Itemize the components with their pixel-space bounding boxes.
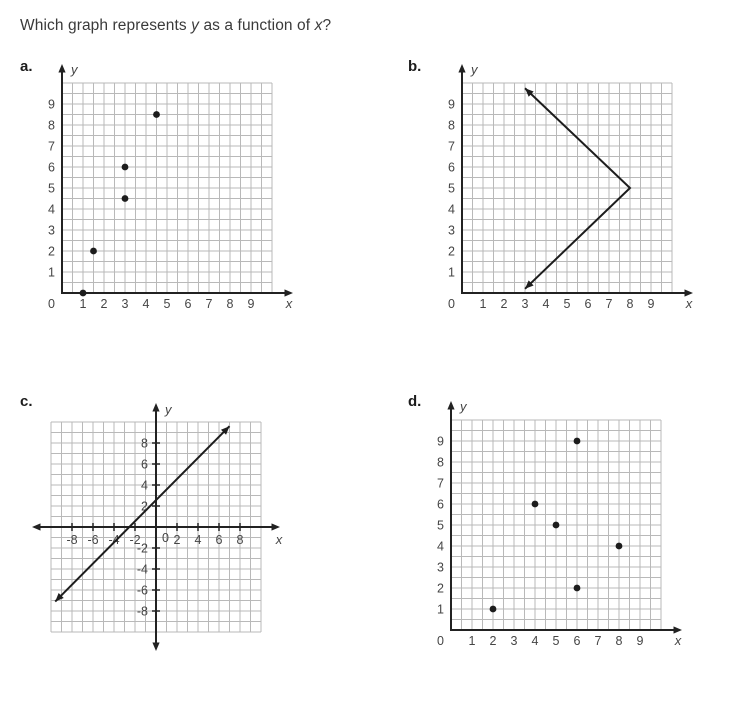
arrowhead-icon — [152, 643, 159, 652]
data-point — [122, 164, 129, 171]
data-point — [574, 438, 581, 445]
axis-tick-label: 4 — [448, 202, 455, 217]
axis-tick-label: 5 — [163, 297, 171, 311]
axis-tick-label: 3 — [437, 560, 444, 575]
axis-tick-label: 2 — [489, 634, 497, 648]
axis-tick-label: 7 — [605, 297, 613, 311]
axis-tick-label: 3 — [121, 297, 129, 311]
graph-b-letter: b. — [408, 58, 422, 75]
axis-tick-label: 5 — [552, 634, 560, 648]
axis-tick-label: 2 — [500, 297, 508, 311]
axis-tick-label: 2 — [100, 297, 108, 311]
axis-tick-label: 0 — [437, 634, 444, 648]
axis-tick-label: 6 — [584, 297, 592, 311]
data-point — [490, 606, 497, 613]
axis-tick-label: 0 — [448, 297, 455, 311]
axis-tick-label: -6 — [136, 583, 148, 598]
data-point — [616, 543, 623, 550]
data-point — [553, 522, 560, 529]
axis-tick-label: 5 — [437, 518, 444, 533]
axis-tick-label: 6 — [48, 160, 55, 175]
axis-tick-label: 0 — [48, 297, 55, 311]
axis-tick-label: 6 — [141, 457, 148, 472]
axis-tick-label: x — [674, 633, 682, 648]
axis-tick-label: 4 — [194, 533, 202, 547]
graph-d-letter: d. — [408, 393, 422, 410]
axis-tick-label: 4 — [542, 297, 550, 311]
axis-tick-label: x — [685, 296, 693, 311]
axis-tick-label: 6 — [215, 533, 223, 547]
axis-tick-label: 1 — [437, 602, 444, 617]
question-var-x: x — [314, 17, 323, 34]
axis-tick-label: 8 — [141, 436, 148, 451]
axis-tick-label: -4 — [108, 533, 120, 547]
axis-tick-label: 7 — [437, 476, 444, 491]
axis-tick-label: 7 — [48, 139, 55, 154]
axis-tick-label: 9 — [247, 297, 255, 311]
axis-tick-label: 0 — [162, 531, 169, 545]
arrowhead-icon — [447, 401, 454, 410]
axis-tick-label: -6 — [87, 533, 99, 547]
axis-tick-label: 7 — [448, 139, 455, 154]
axis-tick-label: 8 — [236, 533, 244, 547]
question-var-y: y — [191, 17, 200, 34]
axis-tick-label: 4 — [531, 634, 539, 648]
axis-tick-label: 8 — [437, 455, 444, 470]
axis-tick-label: 8 — [48, 118, 55, 133]
data-point — [574, 585, 581, 592]
arrowhead-icon — [458, 64, 465, 73]
axis-tick-label: 3 — [510, 634, 518, 648]
axis-tick-label: 8 — [226, 297, 234, 311]
axis-tick-label: 6 — [448, 160, 455, 175]
axis-tick-label: y — [71, 62, 78, 77]
axis-tick-label: 9 — [437, 434, 444, 449]
axis-tick-label: 3 — [48, 223, 55, 238]
data-point — [532, 501, 539, 508]
axis-tick-label: 2 — [173, 533, 181, 547]
axis-tick-label: x — [275, 532, 283, 547]
axis-tick-label: -2 — [136, 541, 148, 556]
question-title — [20, 17, 331, 35]
question-text-part: as a function of — [199, 17, 315, 34]
graph-a-plot — [18, 58, 318, 318]
question-text-part: ? — [322, 17, 332, 34]
axis-tick-label: 3 — [521, 297, 529, 311]
arrowhead-icon — [152, 403, 159, 412]
axis-tick-label: y — [460, 399, 467, 414]
axis-tick-label: y — [165, 402, 172, 417]
axis-tick-label: -2 — [129, 533, 141, 547]
graph-d-plot — [407, 395, 707, 657]
axis-tick-label: 8 — [448, 118, 455, 133]
axis-tick-label: y — [471, 62, 478, 77]
axis-tick-label: 1 — [48, 265, 55, 280]
graph-a-letter: a. — [20, 58, 33, 75]
axis-tick-label: 8 — [626, 297, 634, 311]
data-point — [153, 111, 160, 118]
axis-tick-label: 4 — [141, 478, 148, 493]
axis-tick-label: -4 — [136, 562, 148, 577]
axis-tick-label: 1 — [479, 297, 487, 311]
axis-tick-label: x — [285, 296, 293, 311]
graph-c-plot — [10, 398, 300, 670]
axis-tick-label: 4 — [142, 297, 150, 311]
axis-tick-label: 7 — [205, 297, 213, 311]
arrowhead-icon — [32, 523, 41, 530]
question-text-part: Which graph represents — [20, 17, 192, 34]
axis-tick-label: 9 — [647, 297, 655, 311]
axis-tick-label: 1 — [79, 297, 87, 311]
axis-tick-label: 8 — [615, 634, 623, 648]
axis-tick-label: 9 — [448, 97, 455, 112]
axis-tick-label: 4 — [48, 202, 55, 217]
axis-tick-label: 2 — [437, 581, 444, 596]
axis-tick-label: 5 — [448, 181, 455, 196]
axis-tick-label: 1 — [448, 265, 455, 280]
arrowhead-icon — [58, 64, 65, 73]
axis-tick-label: 4 — [437, 539, 444, 554]
axis-tick-label: 3 — [448, 223, 455, 238]
axis-tick-label: 6 — [573, 634, 581, 648]
axis-tick-label: 2 — [48, 244, 55, 259]
data-point — [80, 290, 87, 297]
axis-tick-label: -8 — [66, 533, 78, 547]
axis-tick-label: 9 — [636, 634, 644, 648]
graph-b-plot — [418, 58, 718, 318]
data-point — [90, 248, 97, 255]
axis-tick-label: 6 — [437, 497, 444, 512]
axis-tick-label: 1 — [468, 634, 476, 648]
axis-tick-label: 2 — [448, 244, 455, 259]
axis-tick-label: 7 — [594, 634, 602, 648]
axis-tick-label: 2 — [141, 499, 148, 514]
axis-tick-label: 6 — [184, 297, 192, 311]
axis-tick-label: 5 — [563, 297, 571, 311]
axis-tick-label: 9 — [48, 97, 55, 112]
data-point — [122, 195, 129, 202]
axis-tick-label: 5 — [48, 181, 55, 196]
arrowhead-icon — [272, 523, 281, 530]
axis-tick-label: -8 — [136, 604, 148, 619]
graph-c-letter: c. — [20, 393, 33, 410]
